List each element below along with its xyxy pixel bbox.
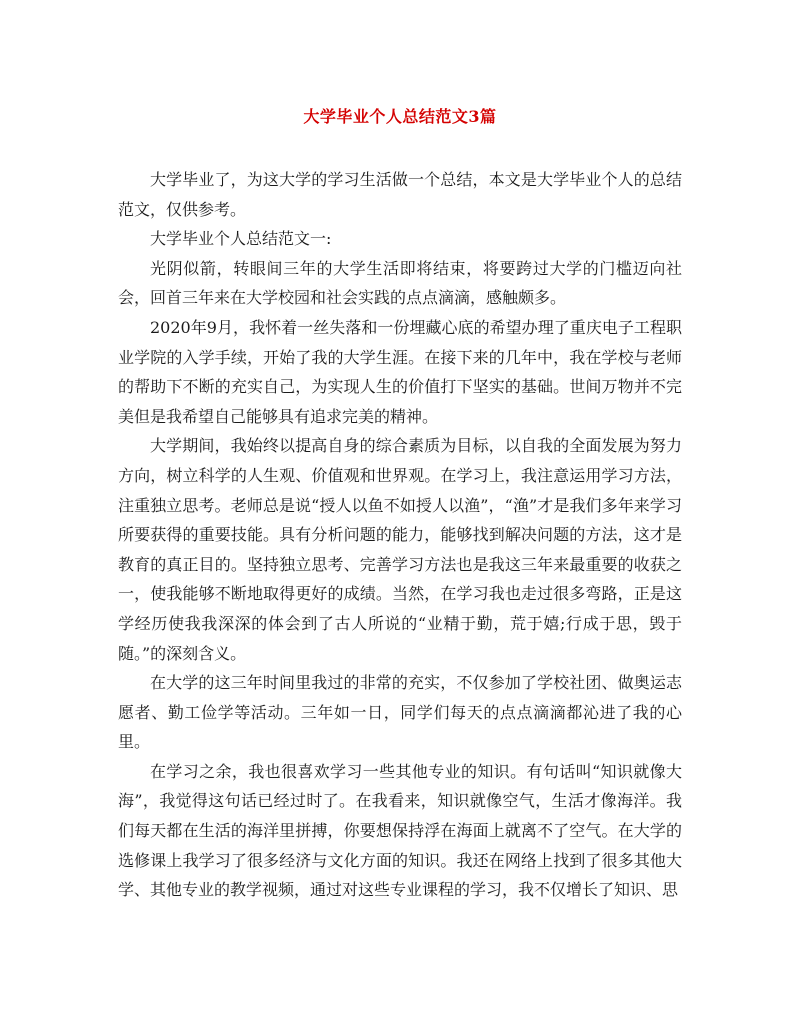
document-body xyxy=(118,165,682,905)
paragraph: 2020年9月，我怀着一丝失落和一份埋藏心底的希望办理了重庆电子工程职业学院的入学手续，开始了我的大学生涯。在接下来的几年中，我在学校与老师的帮助下不断的充实自己，为实现人生的价值打下坚实的基础。世间万物并不完美但是我希望自己能够具有追求完美的精神。 xyxy=(118,317,682,426)
paragraph: 光阴似箭，转眼间三年的大学生活即将结束，将要跨过大学的门槛迈向社会，回首三年来在大学校园和社会实践的点点滴滴，感触颇多。 xyxy=(118,258,682,308)
document-title: 大学毕业个人总结范文3篇 xyxy=(303,107,497,126)
paragraph: 在学习之余，我也很喜欢学习一些其他专业的知识。有句话叫“知识就像大海”，我觉得这句话已经过时了。在我看来，知识就像空气，生活才像海洋。我们每天都在生活的海洋里拼搏，你要想保持浮在海面上就离不了空气。在大学的选修课上我学习了很多经济与文化方面的知识。我还在网络上找到了很多其他大学、其他专业的教学视频，通过对这些专业课程的学习，我不仅增长了知识、思 xyxy=(118,761,682,900)
paragraph: 大学期间，我始终以提高自身的综合素质为目标，以自我的全面发展为努力方向，树立科学的人生观、价值观和世界观。在学习上，我注意运用学习方法，注重独立思考。老师总是说“授人以鱼不如授人以渔”，“渔”才是我们多年来学习所要获得的重要技能。具有分析问题的能力，能够找到解决问题的方法，这才是教育的真正目的。坚持独立思考、完善学习方法也是我这三年来最重要的收获之一，使我能够不断地取得更好的成绩。当然，在学习我也走过很多弯路，正是这学经历使我我深深的体会到了古人所说的“业精于勤，荒于嬉;行成于思，毁于随。”的深刻含义。 xyxy=(118,436,682,663)
paragraph: 在大学的这三年时间里我过的非常的充实，不仅参加了学校社团、做奥运志愿者、勤工俭学等活动。三年如一日，同学们每天的点点滴滴都沁进了我的心里。 xyxy=(118,673,682,752)
paragraph: 大学毕业了，为这大学的学习生活做一个总结，本文是大学毕业个人的总结范文，仅供参考。 xyxy=(118,170,682,219)
paragraph: 大学毕业个人总结范文一: xyxy=(150,229,332,249)
